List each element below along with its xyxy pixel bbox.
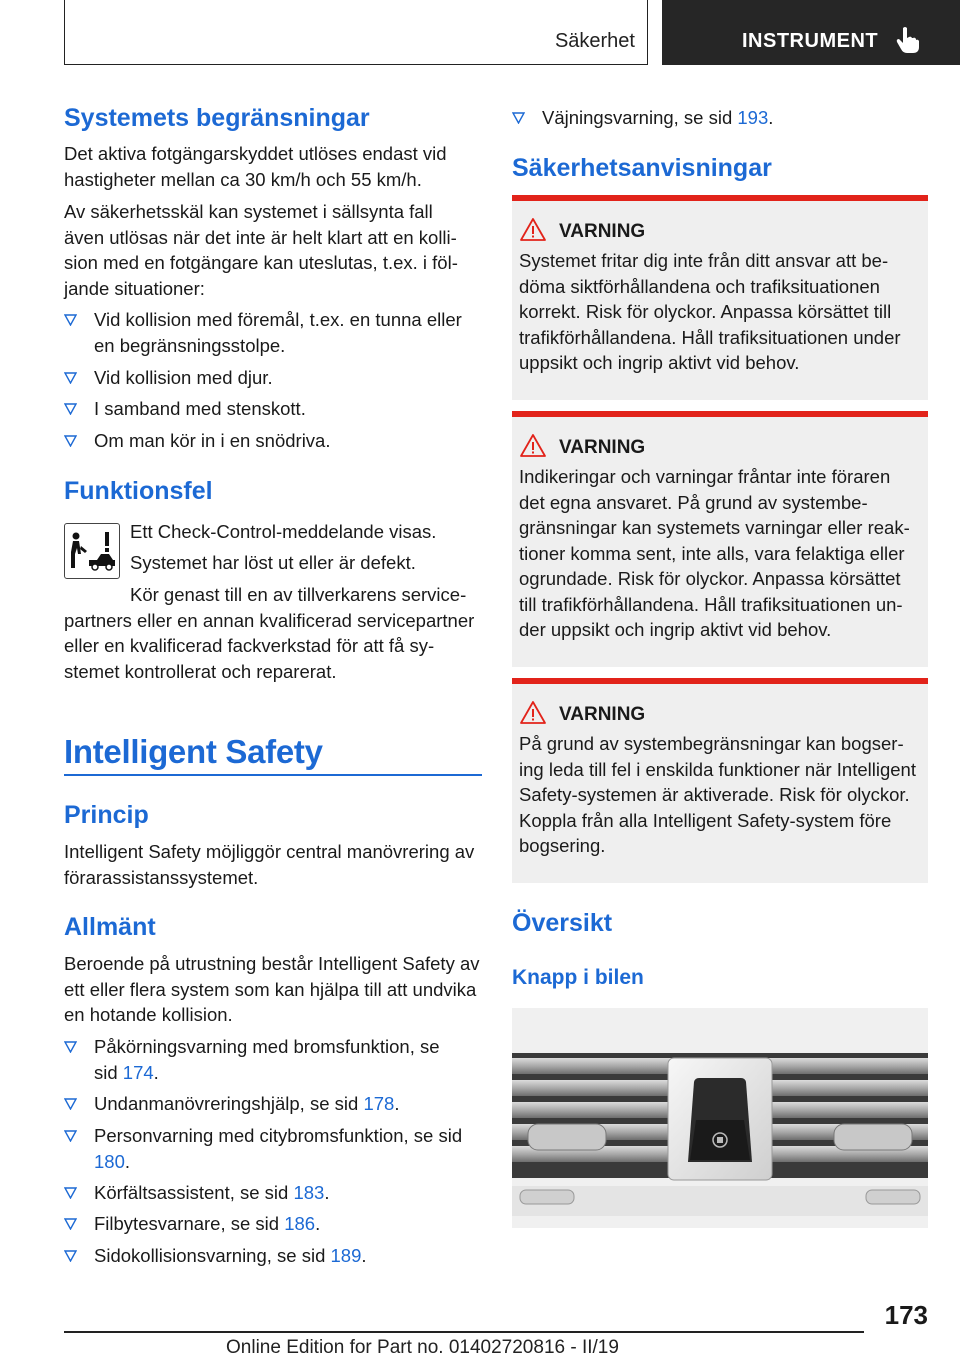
limits-paragraph-1: Det aktiva fotgängarskyddet utlöses endast vid hastigheter mellan ca 30 km/h och 55 km/h. xyxy=(64,143,447,190)
page-link[interactable]: 186 xyxy=(284,1213,316,1234)
general-paragraph: Beroende på utrustning består Intelligent Safety av ett eller flera system som kan hjälpa till att undvika en hotande kollision. xyxy=(64,953,480,1025)
warning-triangle-icon xyxy=(519,217,547,242)
warning-title: VARNING xyxy=(559,221,646,242)
bullet-triangle-icon xyxy=(64,435,77,447)
button-heading: Knapp i bilen xyxy=(512,966,644,989)
bullet-triangle-icon xyxy=(64,1218,77,1230)
car-button-photo xyxy=(512,1008,928,1228)
list-item: Filbytesvarnare, se sid 186. xyxy=(64,1211,482,1237)
warning-box xyxy=(512,195,928,400)
bullet-triangle-icon xyxy=(64,1098,77,1110)
page-link[interactable]: 174 xyxy=(122,1061,154,1083)
warning-text: Indikeringar och varningar fråntar inte föraren det egna ansvaret. På grund av systembegränsningar kan systemets varningar eller reaktioner komma sent, inte alls, vara felaktiga eller ogrundade. Risk för olyckor. Anpassa körsättet till trafikförhållandena. Håll trafiksituationen under uppsikt och ingrip aktivt vid behov. xyxy=(519,466,910,640)
general-heading: Allmänt xyxy=(64,913,156,941)
warning-text: På grund av systembegränsningar kan bogsering leda till fel i enskilda funktioner när Intelligent Safety-systemen är aktiverade. Risk för olyckor. Koppla från alla Intelligent Safety-system före bogsering. xyxy=(519,733,916,856)
fault-heading: Funktionsfel xyxy=(64,477,213,505)
list-item: Undanmanövreringshjälp, se sid 178. xyxy=(64,1091,482,1117)
footer-rule xyxy=(64,1331,864,1333)
hand-pointer-icon xyxy=(894,26,920,54)
pedestrian-protection-fault-icon xyxy=(64,523,120,579)
list-item: I samband med stenskott. xyxy=(64,396,482,422)
overview-heading: Översikt xyxy=(512,909,613,937)
list-item: Påkörningsvarning med bromsfunktion, se sid 174. xyxy=(64,1034,464,1085)
main-heading: Intelligent Safety xyxy=(64,733,323,770)
list-item: Vid kollision med föremål, t.ex. en tunna eller en begränsningsstolpe. xyxy=(64,307,482,358)
bullet-triangle-icon xyxy=(64,1130,77,1142)
safety-heading: Säkerhetsanvisningar xyxy=(512,154,772,182)
warning-triangle-icon xyxy=(519,433,547,458)
page-link[interactable]: 178 xyxy=(363,1093,395,1114)
list-item: Väjningsvarning, se sid 193. xyxy=(512,105,928,131)
heading-rule xyxy=(64,774,482,776)
footer-edition: Online Edition for Part no. 01402720816 - II/19 xyxy=(226,1337,619,1358)
list-item: Körfältsassistent, se sid 183. xyxy=(64,1180,482,1206)
header-section-box xyxy=(64,0,648,65)
warning-text: Systemet fritar dig inte från ditt ansvar att bedöma siktförhållandena och trafiksituationen korrekt. Risk för olyckor. Anpassa körsättet till trafikförhållandena. Håll trafiksituationen under uppsikt och ingrip aktivt vid behov. xyxy=(519,250,901,373)
warning-triangle-icon xyxy=(519,700,547,725)
page-link[interactable]: 189 xyxy=(330,1245,362,1266)
bullet-triangle-icon xyxy=(64,1041,77,1053)
header-chapter-tab xyxy=(662,0,960,65)
list-item: Vid kollision med djur. xyxy=(64,365,482,391)
list-item: Personvarning med citybromsfunktion, se sid 180. xyxy=(64,1123,464,1174)
bullet-triangle-icon xyxy=(64,1250,77,1262)
page-link[interactable]: 180 xyxy=(94,1150,125,1172)
page-link[interactable]: 183 xyxy=(293,1182,325,1203)
bullet-triangle-icon xyxy=(512,112,525,124)
fault-line-3: Kör genast till en av tillverkarens servicepartners eller en annan kvalificerad servicepartner eller en kvalificerad fackverkstad för att få systemet kontrollerat och reparerat. xyxy=(64,584,475,682)
header-chapter-label: INSTRUMENT xyxy=(742,30,879,52)
header-section-label: Säkerhet xyxy=(554,30,635,52)
bullet-triangle-icon xyxy=(64,372,77,384)
warning-title: VARNING xyxy=(559,437,646,458)
page-link[interactable]: 193 xyxy=(737,107,769,128)
bullet-triangle-icon xyxy=(64,314,77,326)
warning-box xyxy=(512,678,928,883)
list-item: Om man kör in i en snödriva. xyxy=(64,428,482,454)
limits-paragraph-2: Av säkerhetsskäl kan systemet i sällsynta fall även utlösas när det inte är helt klart att en kollision med en fotgängare kan uteslutas, t.ex. i följande situationer: xyxy=(64,201,458,299)
page-number: 173 xyxy=(884,1300,928,1330)
principle-paragraph: Intelligent Safety möjliggör central manövrering av förarassistanssystemet. xyxy=(64,841,475,888)
warning-box xyxy=(512,411,928,667)
warning-title: VARNING xyxy=(559,704,646,725)
limits-heading: Systemets begränsningar xyxy=(64,104,370,132)
fault-line-2: Systemet har löst ut eller är defekt. xyxy=(130,552,416,573)
fault-line-1: Ett Check-Control-meddelande visas. xyxy=(130,521,437,542)
bullet-triangle-icon xyxy=(64,403,77,415)
principle-heading: Princip xyxy=(64,801,149,829)
list-item: Sidokollisionsvarning, se sid 189. xyxy=(64,1243,482,1269)
bullet-triangle-icon xyxy=(64,1187,77,1199)
